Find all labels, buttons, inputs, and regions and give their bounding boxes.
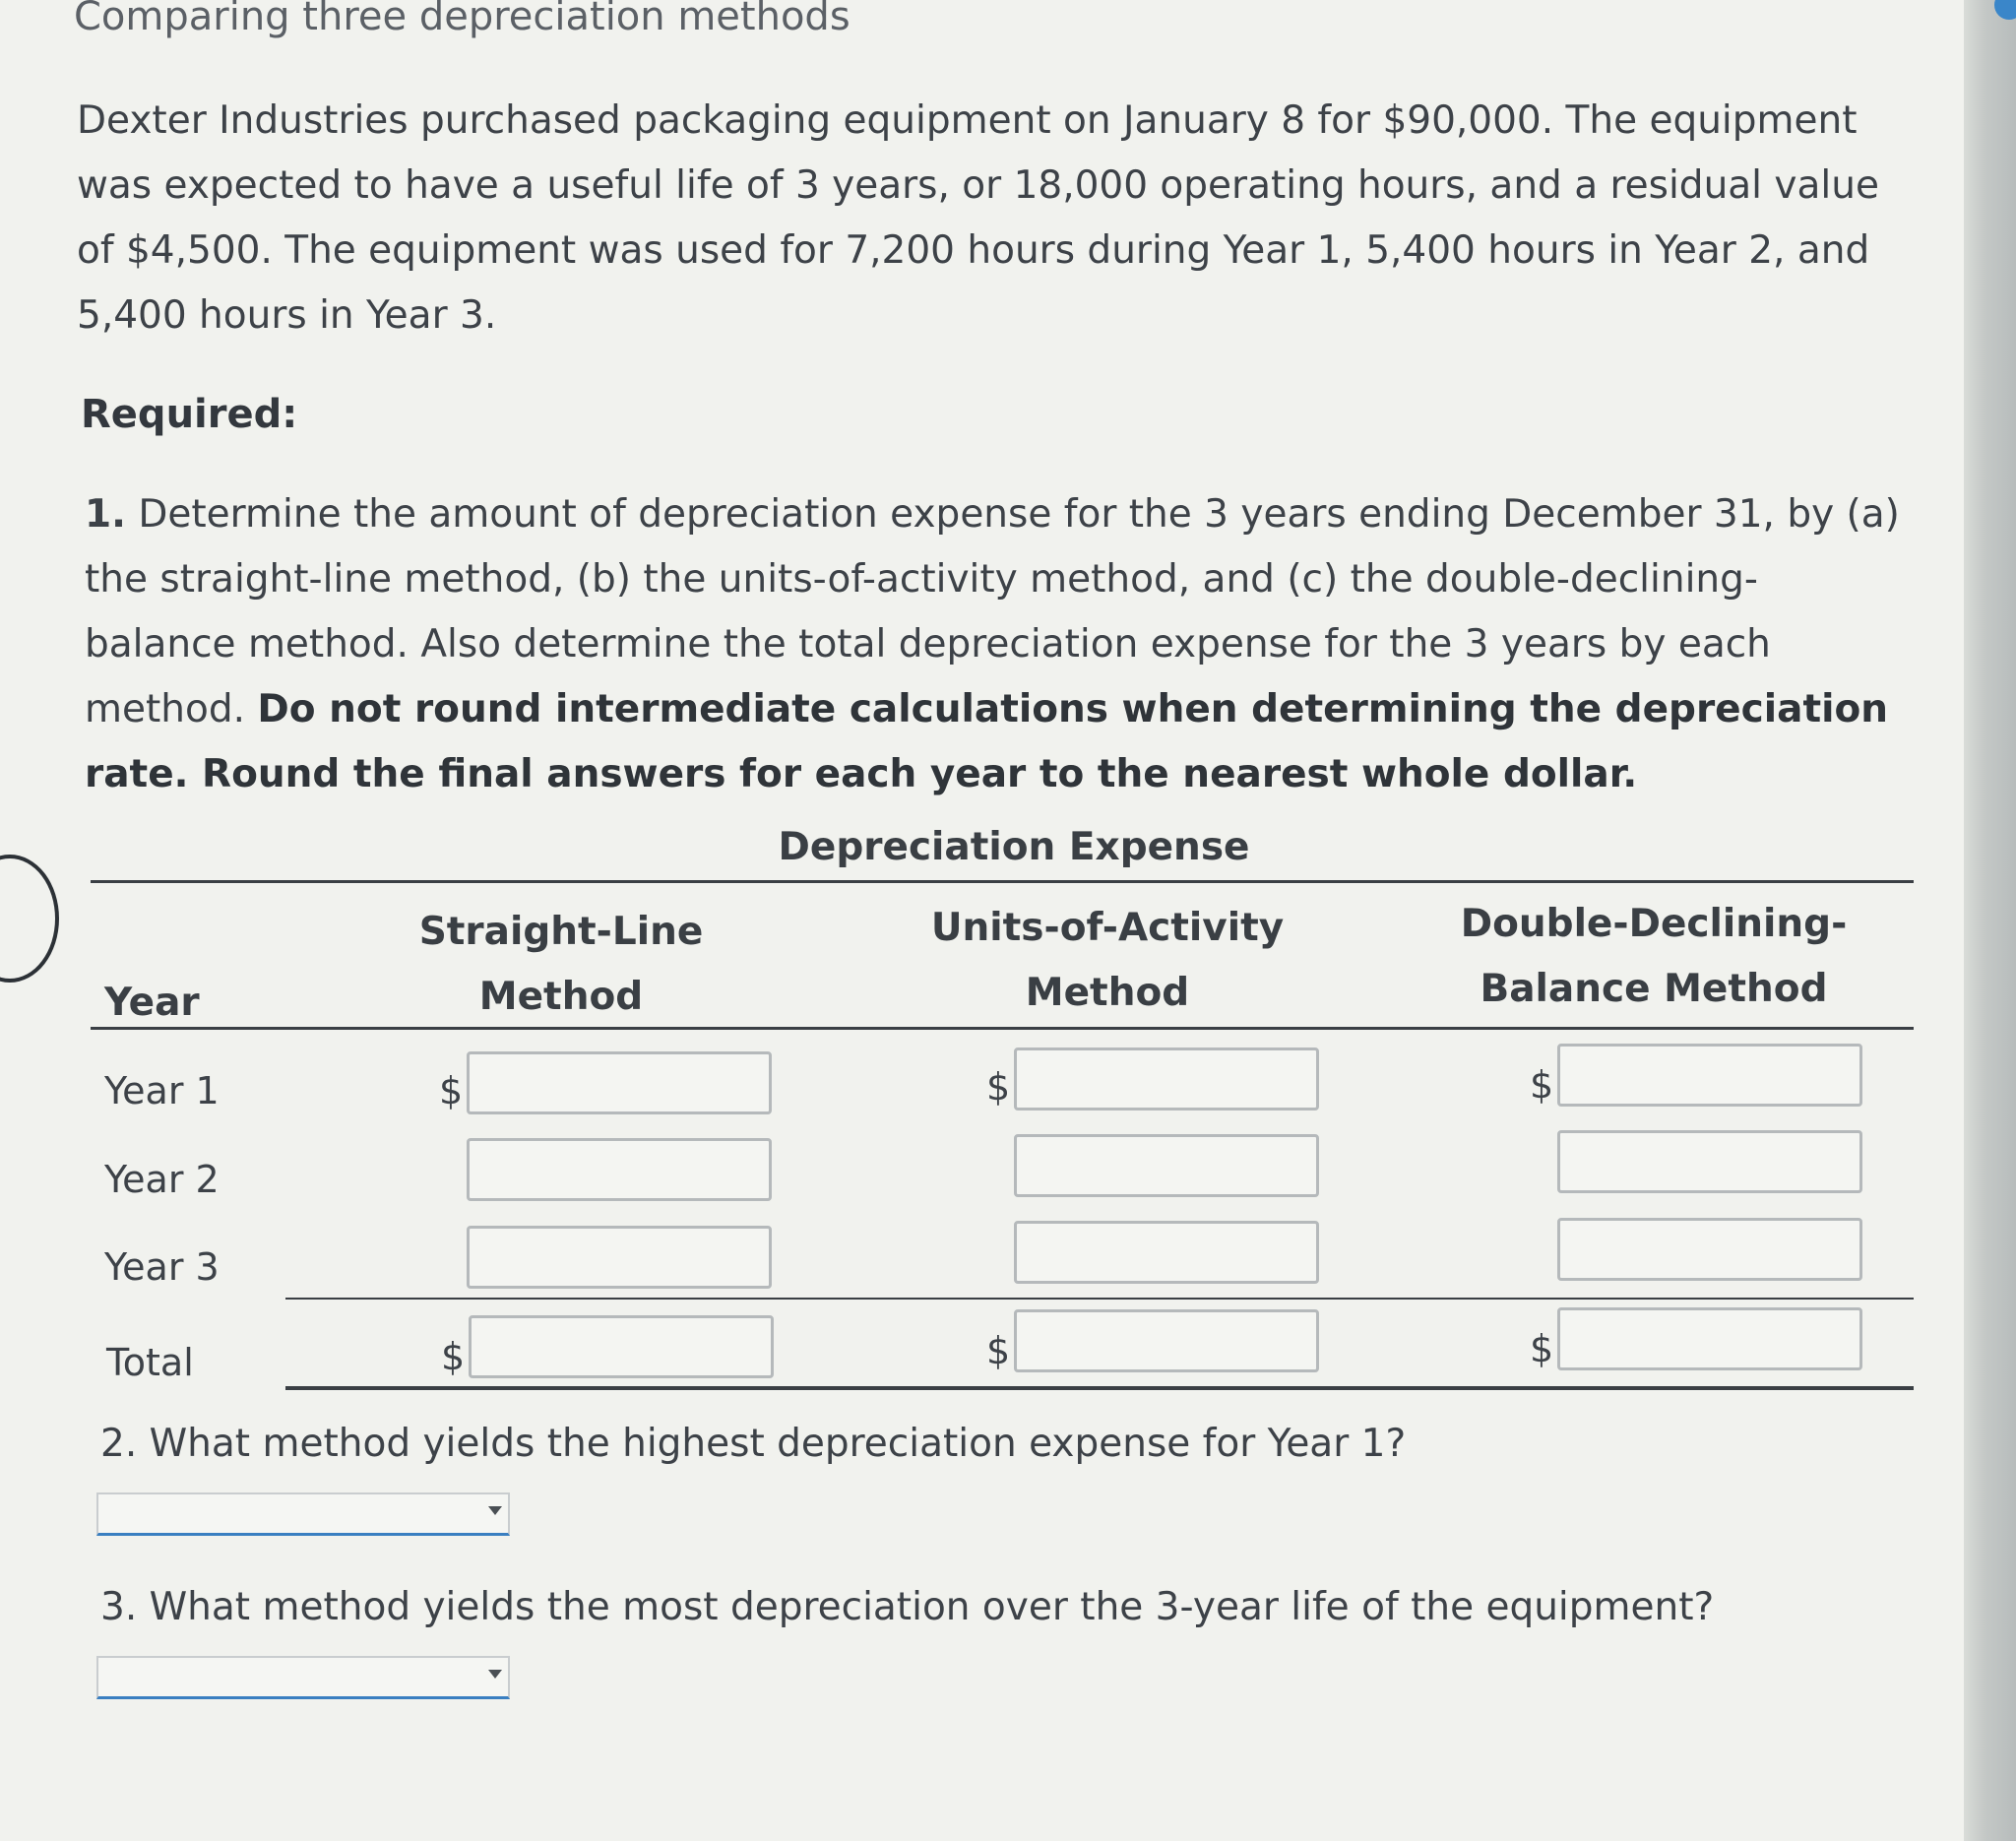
question-1 [85,482,1906,807]
header-straight-line-line1: Straight-Line [418,910,704,954]
page-title: Comparing three depreciation methods [74,0,850,39]
table-top-rule [91,880,1914,883]
input-straight-line-year-2[interactable] [467,1138,772,1201]
side-tab-arc [0,855,59,983]
row-label-total: Total [106,1341,194,1384]
input-units-year-3[interactable] [1014,1221,1319,1284]
header-straight-line [394,900,728,1030]
chevron-down-icon [488,1506,502,1515]
row-label-year-3: Year 3 [104,1245,220,1289]
row-label-year-1: Year 1 [104,1069,220,1112]
header-year: Year [104,981,200,1025]
input-straight-line-total[interactable] [469,1315,774,1378]
input-units-total[interactable] [1014,1309,1319,1372]
dollar-sign-sl-year1: $ [439,1069,464,1112]
question-2-dropdown[interactable] [96,1492,510,1536]
input-ddb-year-3[interactable] [1557,1218,1862,1281]
dollar-sign-ua-total: $ [986,1329,1011,1372]
question-1-text: Determine the amount of depreciation expense for the 3 years ending December 31, by (a) the straight-line method, (b) the units-of-activity method, and (c) the double-declining-balance method. Also determine the total depreciation expense for the 3 years by each method. [85,492,1900,731]
problem-intro: Dexter Industries purchased packaging equipment on January 8 for $90,000. The equipment was expected to have a useful life of 3 years, or 18,000 operating hours, and a residual value of $4,500. The equipment was used for 7,200 hours during Year 1, 5,400 hours in Year 2, and 5,400 hours in Year 3. [77,98,1879,338]
header-units-line2: Method [1025,971,1190,1015]
total-bottom-rule [285,1386,1914,1390]
input-ddb-year-1[interactable] [1557,1044,1862,1107]
question-3-dropdown[interactable] [96,1656,510,1699]
header-bottom-rule [91,1027,1914,1030]
required-heading: Required: [81,392,298,437]
input-ddb-total[interactable] [1557,1307,1862,1370]
monitor-bezel [1964,0,2016,1841]
header-units-line1: Units-of-Activity [930,906,1285,950]
question-1-number: 1. [85,492,126,537]
total-top-rule [285,1298,1914,1300]
header-units-of-activity [925,896,1290,1026]
input-units-year-1[interactable] [1014,1047,1319,1111]
input-straight-line-year-1[interactable] [467,1051,772,1114]
dollar-sign-ua-year1: $ [986,1065,1011,1109]
indicator-dot-icon [1994,0,2016,20]
question-1-instruction: Do not round intermediate calculations when determining the depreciation rate. Round the final answers for each year to the nearest whole dollar. [85,687,1889,796]
header-ddb-line1: Double-Declining- [1460,902,1848,946]
row-label-year-2: Year 2 [104,1158,220,1201]
input-ddb-year-2[interactable] [1557,1130,1862,1193]
input-straight-line-year-3[interactable] [467,1226,772,1289]
dollar-sign-ddb-year1: $ [1530,1063,1554,1107]
header-ddb-line2: Balance Method [1480,967,1828,1011]
dollar-sign-sl-total: $ [441,1335,466,1378]
question-3: 3. What method yields the most depreciation over the 3-year life of the equipment? [100,1585,1715,1629]
header-straight-line-line2: Method [478,975,644,1019]
header-double-declining [1457,892,1851,1022]
table-title: Depreciation Expense [778,825,1250,869]
dollar-sign-ddb-total: $ [1530,1327,1554,1370]
question-2: 2. What method yields the highest depreciation expense for Year 1? [100,1422,1407,1466]
input-units-year-2[interactable] [1014,1134,1319,1197]
chevron-down-icon [488,1670,502,1679]
